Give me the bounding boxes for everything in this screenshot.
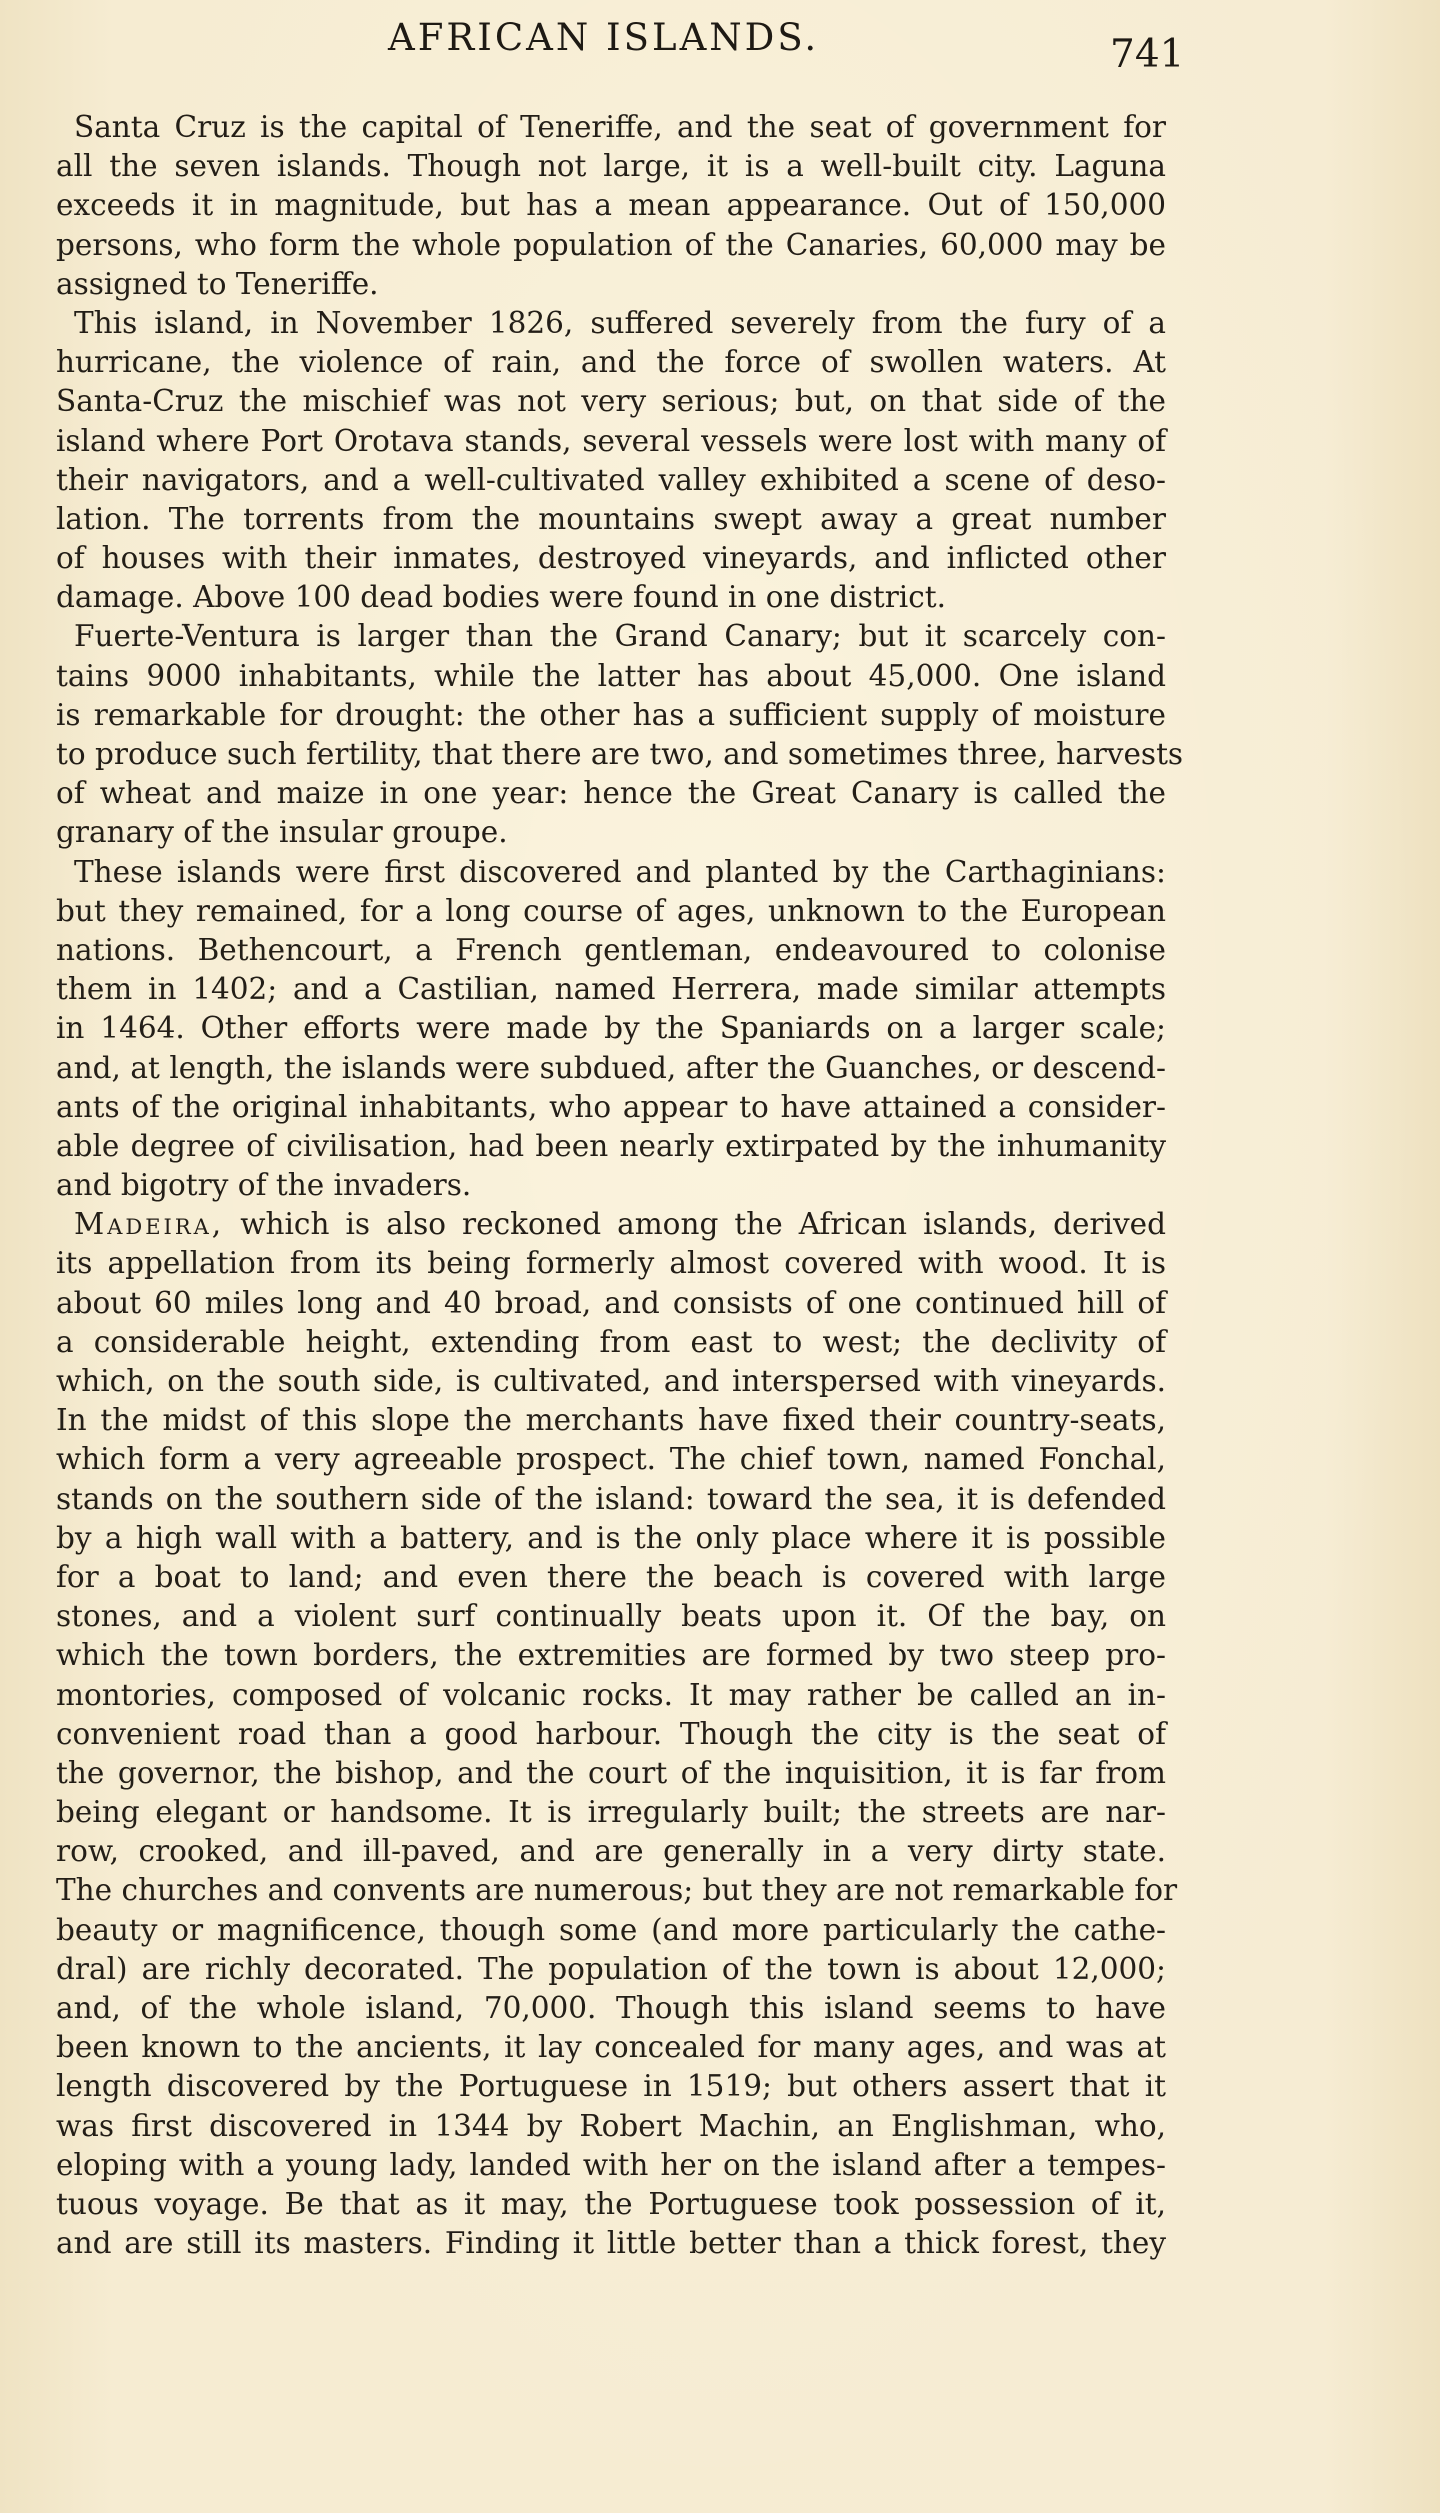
paragraph-fuerte-ventura	[56, 617, 1184, 852]
body-text	[56, 108, 1184, 2263]
text-line: This island, in November 1826, suffered severely from the fury of a	[74, 305, 1166, 340]
text-line: a considerable height, extending from east to west; the declivity of	[56, 1324, 1166, 1359]
text-line: row, crooked, and ill-paved, and are generally in a very dirty state.	[56, 1834, 1166, 1869]
text-line-rest: which is also reckoned among the African islands, derived	[240, 1207, 1166, 1242]
text-line: and, at length, the islands were subdued, after the Guanches, or descend-	[56, 1050, 1166, 1085]
text-line: by a high wall with a battery, and is the only place where it is possible	[56, 1520, 1166, 1555]
page-number: 741	[1110, 32, 1185, 77]
text-line: in 1464. Other efforts were made by the Spaniards on a larger scale;	[56, 1011, 1166, 1046]
running-head-title: AFRICAN ISLANDS.	[388, 16, 820, 59]
madeira-lead: Madeira,	[74, 1207, 225, 1242]
text-line: of houses with their inmates, destroyed vineyards, and inflicted other	[56, 541, 1166, 576]
text-line: of wheat and maize in one year: hence the Great Canary is called the	[56, 776, 1166, 811]
text-line: convenient road than a good harbour. Though the city is the seat of	[56, 1716, 1166, 1751]
text-line: beauty or magnificence, though some (and more particularly the cathe-	[56, 1912, 1166, 1947]
text-line: Santa Cruz is the capital of Teneriffe, and the seat of government for	[74, 110, 1166, 144]
text-line: is remarkable for drought: the other has a sufficient supply of moisture	[56, 697, 1166, 732]
text-line: In the midst of this slope the merchants have fixed their country-seats,	[56, 1403, 1166, 1438]
text-line: stands on the southern side of the island: toward the sea, it is defended	[56, 1481, 1166, 1516]
text-line: The churches and convents are numerous; but they are not remarkable for	[56, 1873, 1178, 1908]
paragraph-discovery	[56, 853, 1166, 1206]
text-line: able degree of civilisation, had been nearly extirpated by the inhumanity	[56, 1128, 1166, 1163]
text-line: montories, composed of volcanic rocks. It may rather be called an in-	[56, 1677, 1166, 1712]
text-line: island where Port Orotava stands, several vessels were lost with many of	[56, 423, 1166, 458]
text-line: the governor, the bishop, and the court of the inquisition, it is far from	[56, 1755, 1166, 1790]
text-line: persons, who form the whole population of the Canaries, 60,000 may be	[56, 227, 1166, 262]
text-line: and are still its masters. Finding it little better than a thick forest, they	[56, 2226, 1166, 2261]
text-line: lation. The torrents from the mountains swept away a great number	[56, 501, 1166, 536]
text-line: all the seven islands. Though not large, it is a well-built city. Laguna	[56, 149, 1166, 184]
text-line: and, of the whole island, 70,000. Though this island seems to have	[56, 1991, 1166, 2025]
paragraph-santa-cruz	[56, 108, 1166, 304]
text-line: which the town borders, the extremities are formed by two steep pro-	[56, 1638, 1166, 1673]
text-line: tains 9000 inhabitants, while the latter has about 45,000. One island	[56, 658, 1166, 693]
text-line: damage. Above 100 dead bodies were found in one district.	[56, 580, 946, 615]
text-line: dral) are richly decorated. The population of the town is about 12,000;	[56, 1951, 1166, 1986]
text-line: been known to the ancients, it lay concealed for many ages, and was at	[56, 2030, 1166, 2065]
text-line: which form a very agreeable prospect. The chief town, named Fonchal,	[56, 1442, 1166, 1477]
text-line: their navigators, and a well-cultivated valley exhibited a scene of deso-	[56, 462, 1166, 497]
text-line: These islands were first discovered and planted by the Carthaginians:	[74, 854, 1166, 889]
text-line: which, on the south side, is cultivated, and interspersed with vineyards.	[56, 1364, 1166, 1398]
text-line: but they remained, for a long course of ages, unknown to the European	[56, 893, 1166, 928]
text-line: tuous voyage. Be that as it may, the Portuguese took possession of it,	[56, 2186, 1166, 2221]
text-line: was first discovered in 1344 by Robert Machin, an Englishman, who,	[56, 2108, 1166, 2143]
text-line: about 60 miles long and 40 broad, and consists of one continued hill of	[56, 1285, 1166, 1320]
text-line: hurricane, the violence of rain, and the force of swollen waters. At	[56, 345, 1166, 380]
text-line: eloping with a young lady, landed with her on the island after a tempes-	[56, 2147, 1166, 2182]
text-line: ants of the original inhabitants, who appear to have attained a consider-	[56, 1089, 1166, 1124]
text-line: to produce such fertility, that there are two, and sometimes three, harvests	[56, 737, 1184, 771]
paragraph-hurricane	[56, 304, 1166, 618]
text-line: Fuerte-Ventura is larger than the Grand Canary; but it scarcely con-	[74, 619, 1166, 654]
text-line: length discovered by the Portuguese in 1519; but others assert that it	[56, 2069, 1166, 2104]
paragraph-madeira	[56, 1205, 1178, 2263]
text-line: assigned to Teneriffe.	[56, 266, 379, 301]
text-line: its appellation from its being formerly almost covered with wood. It is	[56, 1246, 1166, 1281]
text-line: being elegant or handsome. It is irregularly built; the streets are nar-	[56, 1795, 1166, 1830]
text-line: granary of the insular groupe.	[56, 815, 508, 850]
running-head	[0, 10, 1440, 77]
text-line: stones, and a violent surf continually beats upon it. Of the bay, on	[56, 1599, 1166, 1634]
text-line: exceeds it in magnitude, but has a mean appearance. Out of 150,000	[56, 188, 1166, 223]
text-line	[56, 1205, 1166, 1244]
text-line: and bigotry of the invaders.	[56, 1168, 472, 1203]
text-line: Santa-Cruz the mischief was not very serious; but, on that side of the	[56, 384, 1166, 419]
text-line: them in 1402; and a Castilian, named Herrera, made similar attempts	[56, 972, 1166, 1007]
text-line: for a boat to land; and even there the beach is covered with large	[56, 1559, 1166, 1594]
text-line: nations. Bethencourt, a French gentleman, endeavoured to colonise	[56, 932, 1166, 967]
